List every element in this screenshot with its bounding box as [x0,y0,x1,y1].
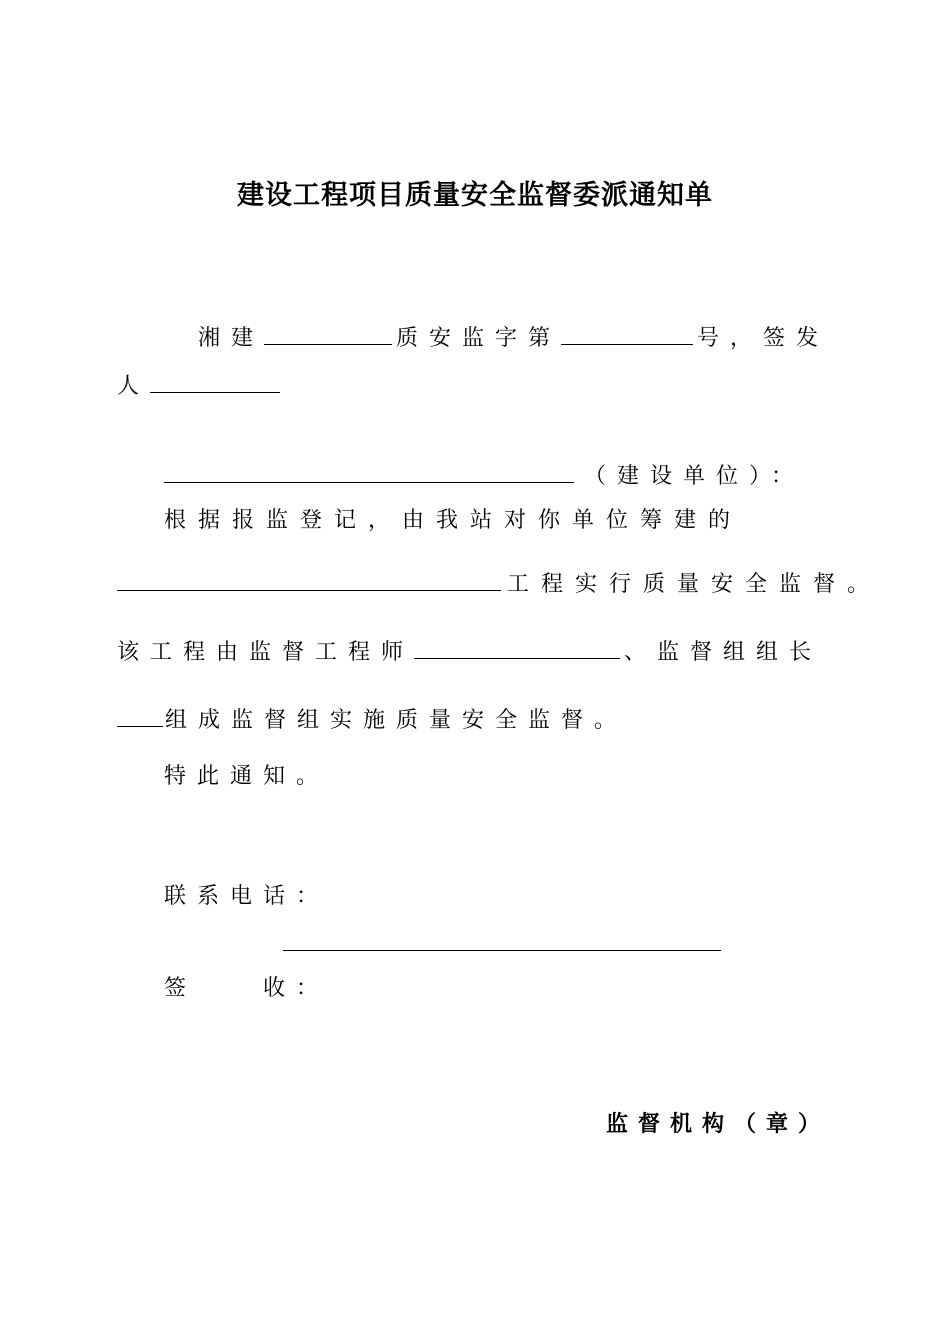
engineer-label: 该工程由监督工程师 [117,640,415,665]
team-leader-line [117,700,627,738]
sign-line [164,972,329,1006]
contact-line [164,880,329,914]
sign-label-right: 收： [263,976,330,1001]
document-title: 建设工程项目质量安全监督委派通知单 [237,180,713,211]
team-leader-label: 、监督组组长 [624,640,823,665]
construction-unit-label: （建设单位）： [584,464,805,489]
engineer-blank[interactable] [414,632,620,659]
issuer-label-tail: 人 [117,374,151,399]
region-code-blank[interactable] [264,318,392,345]
team-text: 组成监督组实施质量安全监督。 [165,708,628,733]
engineer-line [117,632,822,670]
doc-number-label: 质安监字第 [396,326,562,351]
supervision-agency-seal-label: 监督机构（章） [606,1112,831,1137]
team-leader-blank[interactable] [117,700,163,727]
construction-unit-line [164,456,804,494]
project-name-blank[interactable] [117,564,501,591]
contact-label: 联系电话： [164,884,330,909]
contact-phone-blank[interactable] [283,950,721,951]
body-paragraph-line [164,504,742,538]
issuer-blank[interactable] [150,366,280,393]
closing-line [164,760,329,794]
supervision-text: 工程实行质量安全监督。 [507,572,882,597]
issuer-label: 号，签发 [697,326,830,351]
closing-text: 特此通知。 [164,764,330,789]
notice-number-line [198,318,829,356]
construction-unit-blank[interactable] [164,456,574,483]
doc-number-blank[interactable] [561,318,693,345]
issuer-line [117,366,280,404]
project-name-line [117,564,881,602]
sign-label-left: 签 [164,976,198,1001]
prefix-label: 湘建 [198,326,265,351]
body-text: 根据报监登记，由我站对你单位筹建的 [164,508,743,533]
